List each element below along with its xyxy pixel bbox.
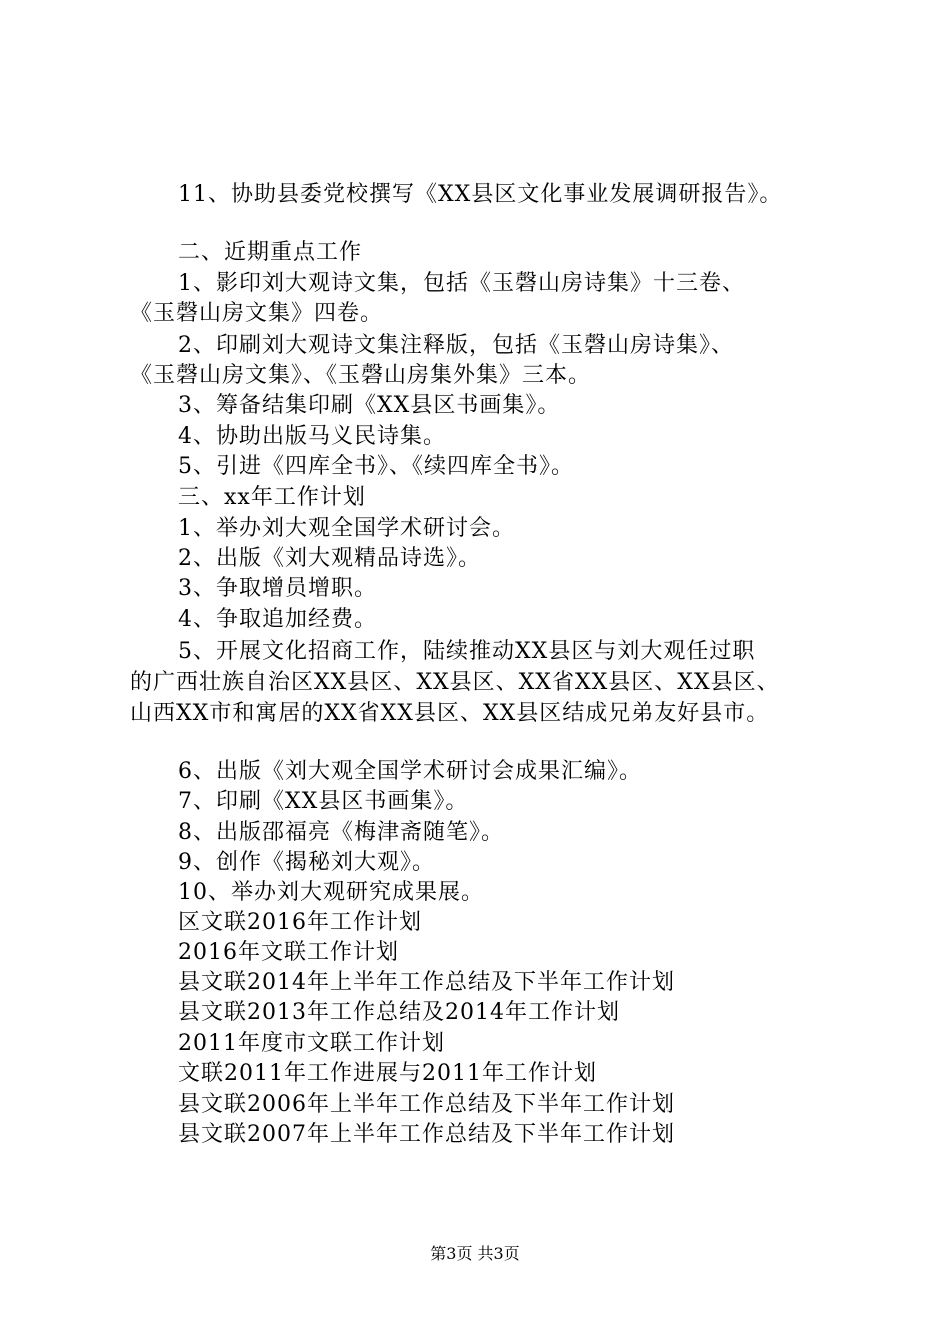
paragraph-line: 8、出版邵福亮《梅津斋随笔》。 bbox=[178, 820, 504, 845]
page-footer: 第3页 共3页 bbox=[430, 1244, 520, 1263]
paragraph-line: 《玉磬山房文集》四卷。 bbox=[130, 301, 384, 326]
paragraph-line: 5、开展文化招商工作，陆续推动XX县区与刘大观任过职 bbox=[178, 639, 756, 664]
section-heading: 三、xx年工作计划 bbox=[178, 485, 366, 510]
related-link: 2016年文联工作计划 bbox=[178, 940, 399, 965]
related-link: 2011年度市文联工作计划 bbox=[178, 1031, 445, 1056]
paragraph-line: 的广西壮族自治区XX县区、XX县区、XX省XX县区、XX县区、 bbox=[130, 670, 780, 695]
paragraph-line: 9、创作《揭秘刘大观》。 bbox=[178, 850, 435, 875]
paragraph-line: 11、协助县委党校撰写《XX县区文化事业发展调研报告》。 bbox=[178, 182, 783, 207]
related-link: 文联2011年工作进展与2011年工作计划 bbox=[178, 1061, 597, 1086]
paragraph-line: 1、影印刘大观诗文集，包括《玉磬山房诗集》十三卷、 bbox=[178, 271, 745, 296]
paragraph-line: 6、出版《刘大观全国学术研讨会成果汇编》。 bbox=[178, 759, 642, 784]
paragraph-line: 4、协助出版马义民诗集。 bbox=[178, 424, 446, 449]
related-link: 县文联2006年上半年工作总结及下半年工作计划 bbox=[178, 1092, 675, 1117]
paragraph-line: 2、出版《刘大观精品诗选》。 bbox=[178, 546, 481, 571]
related-link: 县文联2014年上半年工作总结及下半年工作计划 bbox=[178, 970, 675, 995]
paragraph-line: 3、争取增员增职。 bbox=[178, 576, 377, 601]
related-link: 县文联2013年工作总结及2014年工作计划 bbox=[178, 1000, 620, 1025]
related-link: 县文联2007年上半年工作总结及下半年工作计划 bbox=[178, 1122, 675, 1147]
paragraph-line: 4、争取追加经费。 bbox=[178, 607, 377, 632]
paragraph-line: 3、筹备结集印刷《XX县区书画集》。 bbox=[178, 393, 561, 418]
paragraph-line: 2、印刷刘大观诗文集注释版，包括《玉磬山房诗集》、 bbox=[178, 333, 734, 358]
paragraph-line: 7、印刷《XX县区书画集》。 bbox=[178, 789, 469, 814]
paragraph-line: 《玉磬山房文集》、《玉磬山房集外集》三本。 bbox=[130, 363, 592, 388]
related-link: 区文联2016年工作计划 bbox=[178, 910, 422, 935]
paragraph-line: 山西XX市和寓居的XX省XX县区、XX县区结成兄弟友好县市。 bbox=[130, 701, 770, 726]
paragraph-line: 5、引进《四库全书》、《续四库全书》。 bbox=[178, 454, 574, 479]
paragraph-line: 10、举办刘大观研究成果展。 bbox=[178, 880, 484, 905]
paragraph-line: 1、举办刘大观全国学术研讨会。 bbox=[178, 516, 515, 541]
section-heading: 二、近期重点工作 bbox=[178, 240, 363, 265]
